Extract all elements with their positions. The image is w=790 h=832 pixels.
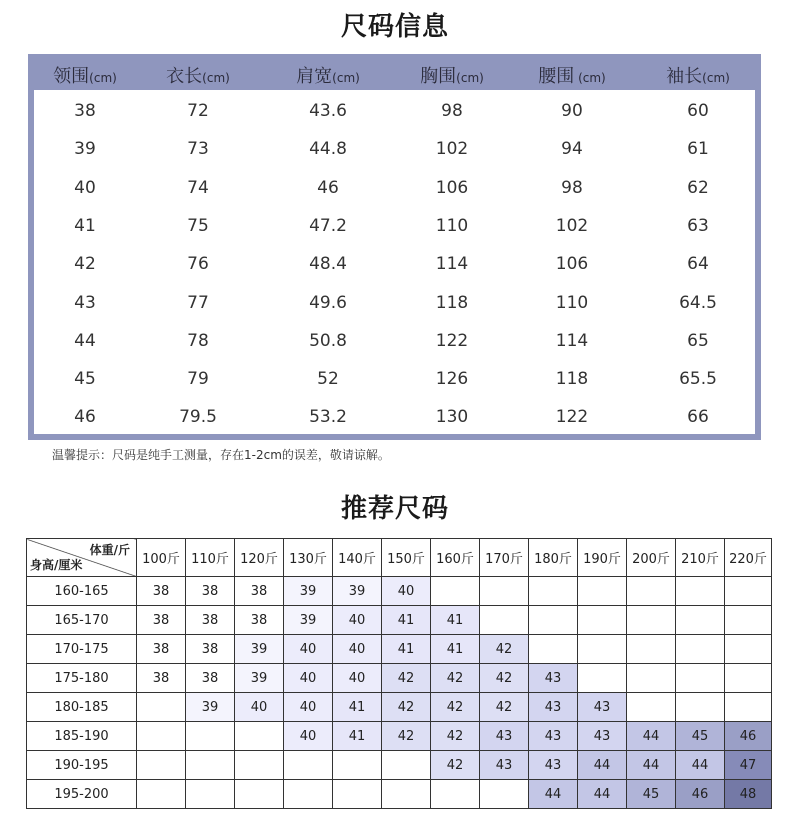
recommend-size-cell: 40 [235,693,284,722]
weight-header: 170斤 [480,539,529,577]
size-cell: 38 [74,101,96,121]
size-row [34,131,755,169]
recommend-size-cell: 38 [235,577,284,606]
size-column-header [296,62,360,88]
recommend-title: 推荐尺码 [340,494,449,524]
recommend-size-cell: 38 [137,606,186,635]
recommend-size-cell [676,664,725,693]
recommend-size-cell [284,780,333,809]
size-column-unit: (cm) [702,71,730,85]
recommend-size-cell: 45 [676,722,725,751]
weight-header: 140斤 [333,539,382,577]
recommend-size-cell: 42 [382,664,431,693]
size-row [34,361,755,399]
size-cell: 44 [74,330,96,351]
recommend-size-cell: 38 [137,635,186,664]
recommend-size-cell [137,722,186,751]
measurement-note: 温馨提示：尺码是纯手工测量，存在1-2cm的误差，敬请谅解。 [52,448,390,462]
size-cell: 65 [687,330,709,351]
height-label: 165-170 [27,606,137,635]
recommend-size-cell [725,606,772,635]
size-cell: 94 [561,139,583,160]
recommend-size-cell: 38 [186,664,235,693]
size-row [34,93,755,131]
size-cell: 46 [317,177,339,198]
size-column-label: 腰围 [538,66,575,87]
recommend-row [27,635,772,664]
size-row [34,399,755,437]
recommend-row [27,664,772,693]
recommend-size-cell [431,780,480,809]
size-cell: 130 [435,407,469,428]
recommend-size-cell: 42 [480,635,529,664]
size-recommend-table [26,538,772,809]
recommend-size-cell: 40 [382,577,431,606]
size-column-header [666,62,730,88]
size-info-table [28,54,761,440]
recommend-size-cell: 46 [725,722,772,751]
recommend-size-cell [529,577,578,606]
size-cell: 90 [561,101,583,121]
recommend-size-cell: 39 [235,635,284,664]
recommend-size-cell: 39 [333,577,382,606]
recommend-size-cell [676,693,725,722]
size-cell: 114 [435,254,469,275]
recommend-size-cell: 44 [578,780,627,809]
recommend-size-cell: 42 [431,664,480,693]
recommend-size-cell [235,780,284,809]
size-cell: 49.6 [309,292,347,313]
recommend-size-cell [137,780,186,809]
size-cell: 75 [187,215,209,236]
recommend-size-cell [627,606,676,635]
corner-weight-label: 体重/斤 [89,543,130,557]
recommend-size-cell: 40 [284,722,333,751]
recommend-size-cell: 40 [333,664,382,693]
recommend-size-cell: 40 [284,693,333,722]
recommend-size-cell: 43 [529,664,578,693]
size-column-header [538,62,605,88]
size-cell: 47.2 [309,215,347,236]
recommend-size-cell: 38 [137,664,186,693]
recommend-size-cell: 46 [676,780,725,809]
weight-header: 180斤 [529,539,578,577]
size-cell: 61 [687,139,709,160]
recommend-size-cell [725,693,772,722]
recommend-size-cell: 43 [480,722,529,751]
recommend-size-cell: 41 [382,635,431,664]
size-cell: 64.5 [679,292,717,313]
recommend-row [27,606,772,635]
size-cell: 106 [555,254,589,275]
size-info-title: 尺码信息 [340,12,449,42]
height-label: 160-165 [27,577,137,606]
recommend-size-cell [235,751,284,780]
recommend-size-cell [235,722,284,751]
weight-header: 120斤 [235,539,284,577]
size-column-label: 胸围 [420,66,457,87]
weight-header: 100斤 [137,539,186,577]
size-column-header [420,62,484,88]
recommend-size-cell: 39 [235,664,284,693]
size-cell: 110 [435,215,469,236]
recommend-size-cell: 39 [284,606,333,635]
recommend-size-cell [382,751,431,780]
recommend-size-cell: 43 [578,722,627,751]
recommend-size-cell [627,635,676,664]
size-column-unit: (cm) [89,71,117,85]
height-label: 170-175 [27,635,137,664]
size-cell: 52 [317,369,339,390]
size-cell: 77 [187,292,209,313]
size-cell: 73 [187,139,209,160]
size-cell: 48.4 [309,254,347,275]
weight-header: 200斤 [627,539,676,577]
recommend-size-cell [578,577,627,606]
size-column-unit: (cm) [202,71,230,85]
size-info-header [28,54,761,90]
recommend-size-cell: 40 [333,606,382,635]
recommend-size-cell: 43 [578,693,627,722]
recommend-size-cell [529,606,578,635]
recommend-size-cell [137,693,186,722]
recommend-size-cell: 38 [235,606,284,635]
size-cell: 43.6 [309,101,347,121]
weight-header: 210斤 [676,539,725,577]
weight-header: 220斤 [725,539,772,577]
recommend-size-cell [480,577,529,606]
recommend-corner-cell [27,539,137,577]
recommend-size-cell: 42 [382,693,431,722]
weight-header: 160斤 [431,539,480,577]
size-cell: 126 [435,369,469,390]
size-column-label: 肩宽 [296,66,333,87]
size-cell: 79 [187,369,209,390]
recommend-size-cell [333,751,382,780]
weight-header: 110斤 [186,539,235,577]
size-column-unit: (cm) [456,71,484,85]
size-cell: 102 [435,139,469,160]
size-cell: 44.8 [309,139,347,160]
recommend-size-cell: 39 [284,577,333,606]
recommend-size-cell [676,635,725,664]
size-column-header [166,62,230,88]
recommend-size-cell [676,577,725,606]
recommend-size-cell: 38 [186,635,235,664]
size-column-header [53,62,117,88]
height-label: 175-180 [27,664,137,693]
recommend-size-cell: 43 [529,751,578,780]
recommend-size-cell [431,577,480,606]
recommend-size-cell [480,606,529,635]
recommend-size-cell: 40 [333,635,382,664]
recommend-size-cell: 38 [186,606,235,635]
recommend-size-cell [725,577,772,606]
recommend-size-cell [333,780,382,809]
size-row [34,246,755,284]
size-cell: 63 [687,215,709,236]
recommend-row [27,780,772,809]
size-cell: 62 [687,177,709,198]
recommend-size-cell: 42 [431,751,480,780]
size-row [34,208,755,246]
size-cell: 98 [441,101,463,121]
size-cell: 106 [435,177,469,198]
recommend-size-cell: 44 [529,780,578,809]
recommend-size-cell [627,693,676,722]
recommend-size-cell: 45 [627,780,676,809]
recommend-size-cell [676,606,725,635]
recommend-row [27,577,772,606]
height-label: 180-185 [27,693,137,722]
recommend-size-cell: 42 [480,693,529,722]
size-row [34,170,755,208]
recommend-size-cell: 38 [186,577,235,606]
size-cell: 102 [555,215,589,236]
size-cell: 50.8 [309,330,347,351]
height-label: 190-195 [27,751,137,780]
recommend-size-cell: 44 [627,722,676,751]
corner-height-label: 身高/厘米 [30,558,83,572]
recommend-size-cell [186,780,235,809]
recommend-header-row [27,539,772,577]
recommend-size-cell: 41 [333,722,382,751]
recommend-size-cell: 40 [284,635,333,664]
size-cell: 40 [74,177,96,198]
size-row [34,323,755,361]
weight-header: 190斤 [578,539,627,577]
recommend-size-cell [186,722,235,751]
recommend-size-cell [627,577,676,606]
recommend-size-cell [578,606,627,635]
recommend-size-cell: 39 [186,693,235,722]
size-cell: 45 [74,369,96,390]
size-cell: 78 [187,330,209,351]
size-cell: 53.2 [309,407,347,428]
size-cell: 98 [561,177,583,198]
recommend-size-cell [578,635,627,664]
size-cell: 66 [687,407,709,428]
size-row [34,285,755,323]
weight-header: 150斤 [382,539,431,577]
size-info-body [34,90,755,434]
size-cell: 43 [74,292,96,313]
size-cell: 118 [555,369,589,390]
recommend-size-cell [627,664,676,693]
size-cell: 114 [555,330,589,351]
recommend-size-cell: 44 [676,751,725,780]
size-column-label: 领围 [53,66,90,87]
size-cell: 65.5 [679,369,717,390]
recommend-size-cell [529,635,578,664]
size-column-label: 袖长 [666,66,703,87]
recommend-size-cell: 42 [431,722,480,751]
recommend-size-cell: 43 [529,722,578,751]
size-cell: 72 [187,101,209,121]
recommend-size-cell: 41 [431,606,480,635]
size-cell: 39 [74,139,96,160]
size-column-label: 衣长 [166,66,203,87]
recommend-size-cell: 43 [529,693,578,722]
size-cell: 110 [555,292,589,313]
size-cell: 41 [74,215,96,236]
size-cell: 118 [435,292,469,313]
size-cell: 74 [187,177,209,198]
recommend-size-cell: 41 [333,693,382,722]
recommend-size-cell: 41 [431,635,480,664]
size-cell: 60 [687,101,709,121]
size-cell: 64 [687,254,709,275]
recommend-size-cell [578,664,627,693]
recommend-size-cell [284,751,333,780]
recommend-size-cell [382,780,431,809]
size-cell: 79.5 [179,407,217,428]
size-cell: 42 [74,254,96,275]
recommend-size-cell: 47 [725,751,772,780]
size-cell: 122 [555,407,589,428]
recommend-size-cell: 41 [382,606,431,635]
recommend-size-cell: 42 [431,693,480,722]
recommend-row [27,693,772,722]
recommend-size-cell [186,751,235,780]
recommend-size-cell [480,780,529,809]
size-column-unit: (cm) [332,71,360,85]
recommend-row [27,722,772,751]
size-cell: 122 [435,330,469,351]
recommend-size-cell: 44 [627,751,676,780]
size-column-unit: (cm) [574,71,606,85]
recommend-size-cell: 42 [382,722,431,751]
recommend-size-cell: 48 [725,780,772,809]
height-label: 185-190 [27,722,137,751]
recommend-size-cell: 42 [480,664,529,693]
recommend-row [27,751,772,780]
recommend-size-cell: 44 [578,751,627,780]
weight-header: 130斤 [284,539,333,577]
recommend-size-cell [137,751,186,780]
recommend-size-cell: 43 [480,751,529,780]
height-label: 195-200 [27,780,137,809]
recommend-size-cell [725,664,772,693]
size-cell: 76 [187,254,209,275]
recommend-size-cell: 40 [284,664,333,693]
recommend-size-cell: 38 [137,577,186,606]
recommend-size-cell [725,635,772,664]
size-cell: 46 [74,407,96,428]
